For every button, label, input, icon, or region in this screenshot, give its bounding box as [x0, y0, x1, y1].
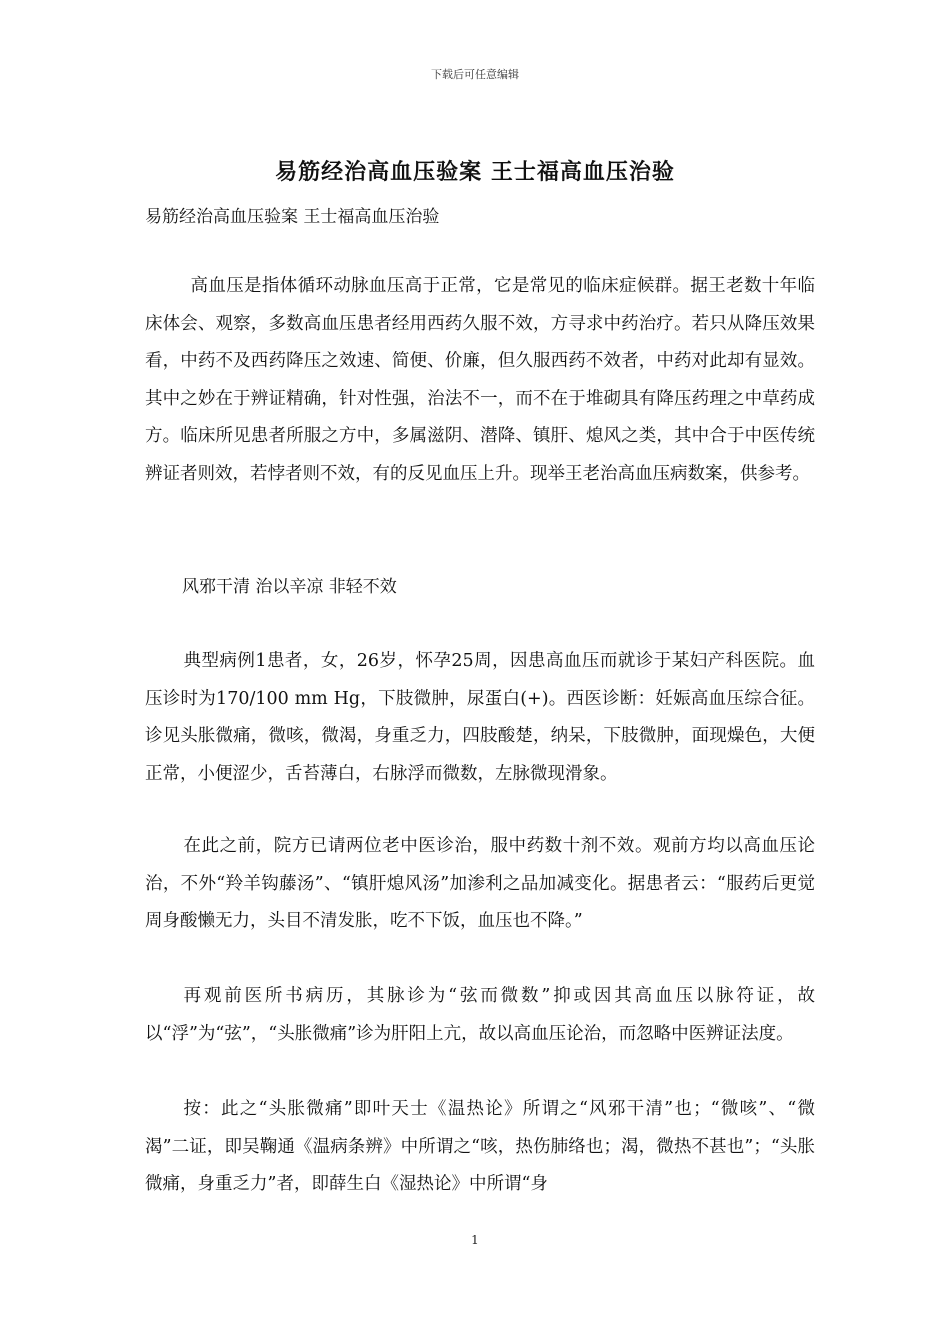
intro-paragraph: 高血压是指体循环动脉血压高于正常，它是常见的临床症候群。据王老数十年临床体会、观察，多数高血压患者经用西药久服不效，方寻求中药治疗。若只从降压效果看，中药不及西药降压之效速、简便、价廉，但久服西药不效者，中药对此却有显效。其中之妙在于辨证精确，针对性强，治法不一，而不在于堆砌具有降压药理之中草药成方。临床所见患者所服之方中，多属滋阴、潜降、镇肝、熄风之类，其中合于中医传统辨证者则效，若悖者则不效，有的反见血压上升。现举王老治高血压病数案，供参考。 — [145, 276, 815, 484]
header-note: 下载后可任意编辑 — [431, 68, 519, 81]
case-paragraph: 按：此之“头胀微痛”即叶天士《温热论》所谓之“风邪干清”也；“微咳”、“微渴”二证，即吴鞠通《温病条辨》中所谓之“咳，热伤肺络也；渴，微热不甚也”；“头胀微痛，身重乏力”者，即薛生白《湿热论》中所谓“身 — [145, 1099, 815, 1195]
section-heading: 风邪干清 治以辛凉 非轻不效 — [182, 577, 397, 597]
case-paragraph: 在此之前，院方已请两位老中医诊治，服中药数十剂不效。观前方均以高血压论治，不外“羚羊钩藤汤”、“镇肝熄风汤”加渗利之品加减变化。据患者云：“服药后更觉周身酸懒无力，头目不清发胀，吃不下饭，血压也不降。” — [145, 836, 815, 932]
page-title: 易筋经治高血压验案 王士福高血压治验 — [275, 159, 675, 185]
case-paragraph: 典型病例1患者，女，26岁，怀孕25周，因患高血压而就诊于某妇产科医院。血压诊时为170/100 mm Hg，下肢微肿，尿蛋白(+)。西医诊断：妊娠高血压综合征。诊见头胀微痛，微咳，微渴，身重乏力，四肢酸楚，纳呆，下肢微肿，面现燥色，大便正常，小便涩少，舌苔薄白，右脉浮而微数，左脉微现滑象。 — [145, 651, 815, 784]
subtitle: 易筋经治高血压验案 王士福高血压治验 — [145, 207, 440, 227]
case-paragraph: 再观前医所书病历，其脉诊为“弦而微数”抑或因其高血压以脉符证，故以“浮”为“弦”，“头胀微痛”诊为肝阳上亢，故以高血压论治，而忽略中医辨证法度。 — [145, 986, 815, 1044]
page-number: 1 — [471, 1233, 479, 1247]
